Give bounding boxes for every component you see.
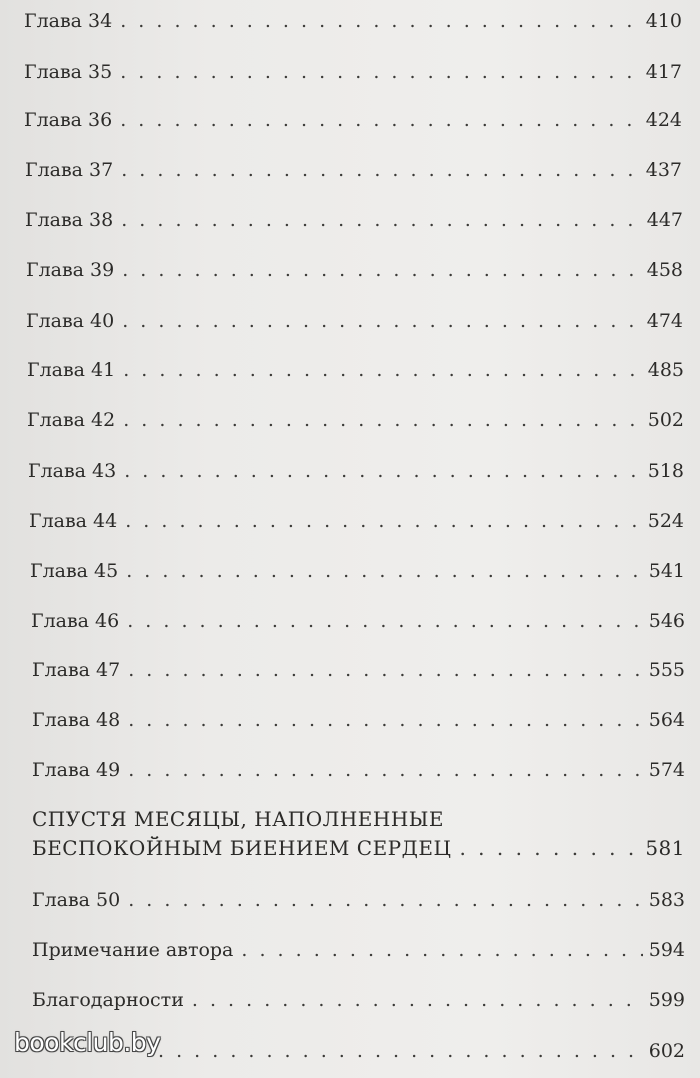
toc-entry-acknowledgements — [32, 989, 685, 1013]
toc-entry-title: Глава 34 — [24, 10, 113, 32]
toc-entry-author-note — [32, 939, 685, 963]
toc-entry-title: Глава 43 — [28, 460, 117, 482]
toc-entry-title: Примечание автора — [32, 939, 234, 961]
toc-entry-chapter-43 — [28, 460, 684, 484]
toc-entry-chapter-42 — [27, 409, 684, 433]
toc-entry-page: 564 — [648, 709, 685, 731]
toc-entry-title: Глава 39 — [26, 259, 115, 281]
toc-entry-page: 602 — [648, 1040, 685, 1062]
toc-entry-title: Глава 44 — [29, 510, 118, 532]
toc-entry-chapter-48 — [32, 709, 685, 733]
toc-entry-chapter-41 — [27, 359, 684, 383]
toc-entry-chapter-47 — [32, 659, 685, 683]
toc-part-heading — [32, 804, 444, 834]
toc-entry-chapter-39 — [26, 259, 683, 283]
toc-entry-page: 555 — [648, 659, 685, 681]
toc-entry-page: 524 — [647, 510, 684, 532]
toc-entry-title: Глава 36 — [24, 109, 113, 131]
toc-entry-page: 594 — [648, 939, 685, 961]
toc-part-heading-entry — [32, 837, 685, 861]
dot-leader — [241, 939, 642, 961]
dot-leader — [128, 759, 643, 781]
dot-leader — [120, 61, 640, 83]
dot-leader — [121, 209, 641, 231]
dot-leader — [125, 510, 642, 532]
toc-entry-last — [150, 1040, 685, 1064]
toc-entry-page: 437 — [645, 159, 682, 181]
dot-leader — [158, 1040, 643, 1062]
toc-entry-page: 458 — [646, 259, 683, 281]
toc-entry-title: Благодарности — [32, 989, 184, 1011]
toc-entry-chapter-38 — [25, 209, 683, 233]
toc-entry-chapter-40 — [26, 310, 683, 334]
toc-entry-chapter-45 — [30, 560, 685, 584]
toc-entry-page: 541 — [648, 560, 685, 582]
toc-entry-title: Глава 42 — [27, 409, 116, 431]
dot-leader — [124, 460, 642, 482]
toc-entry-chapter-44 — [29, 510, 684, 534]
dot-leader — [120, 10, 640, 32]
toc-entry-page: 447 — [646, 209, 683, 231]
dot-leader — [127, 610, 643, 632]
dot-leader — [123, 409, 642, 431]
toc-entry-chapter-49 — [32, 759, 685, 783]
toc-entry-chapter-34 — [24, 10, 682, 34]
dot-leader — [122, 259, 641, 281]
toc-entry-chapter-35 — [24, 61, 682, 85]
toc-entry-page: 410 — [645, 10, 682, 32]
toc-entry-title: Глава 46 — [31, 610, 120, 632]
watermark-logo: bookclub.by — [14, 1028, 161, 1057]
toc-entry-page: 474 — [646, 310, 683, 332]
toc-entry-chapter-36 — [24, 109, 682, 133]
toc-entry-chapter-50 — [32, 889, 685, 913]
toc-entry-title: Глава 47 — [32, 659, 121, 681]
toc-entry-page: 599 — [648, 989, 685, 1011]
toc-entry-title: Глава 37 — [25, 159, 114, 181]
toc-entry-title: Глава 35 — [24, 61, 113, 83]
toc-entry-page: 574 — [648, 759, 685, 781]
toc-entry-title: Глава 49 — [32, 759, 121, 781]
dot-leader — [120, 109, 640, 131]
toc-entry-title: Глава 40 — [26, 310, 115, 332]
toc-part-heading-line-1: СПУСТЯ МЕСЯЦЫ, НАПОЛНЕННЫЕ — [32, 807, 445, 831]
dot-leader — [123, 359, 642, 381]
toc-part-heading-line-2: БЕСПОКОЙНЫМ БИЕНИЕМ СЕРДЕЦ — [32, 836, 452, 860]
toc-entry-title: Глава 38 — [25, 209, 114, 231]
dot-leader — [459, 837, 639, 859]
dot-leader — [122, 310, 641, 332]
toc-entry-title: Глава 45 — [30, 560, 119, 582]
dot-leader — [126, 560, 643, 582]
toc-entry-title: Глава 41 — [27, 359, 116, 381]
toc-entry-page: 502 — [647, 409, 684, 431]
dot-leader — [121, 159, 640, 181]
toc-entry-title: Глава 48 — [32, 709, 121, 731]
toc-entry-page: 417 — [645, 61, 682, 83]
toc-entry-page: 546 — [648, 610, 685, 632]
toc-entry-chapter-37 — [25, 159, 682, 183]
dot-leader — [192, 989, 643, 1011]
dot-leader — [128, 889, 643, 911]
toc-entry-page: 583 — [648, 889, 685, 911]
toc-entry-title: Глава 50 — [32, 889, 121, 911]
dot-leader — [128, 709, 643, 731]
dot-leader — [128, 659, 643, 681]
toc-entry-page: 485 — [647, 359, 684, 381]
toc-entry-page: 518 — [647, 460, 684, 482]
toc-entry-page: 581 — [645, 836, 685, 860]
toc-entry-chapter-46 — [31, 610, 685, 634]
toc-entry-page: 424 — [645, 109, 682, 131]
